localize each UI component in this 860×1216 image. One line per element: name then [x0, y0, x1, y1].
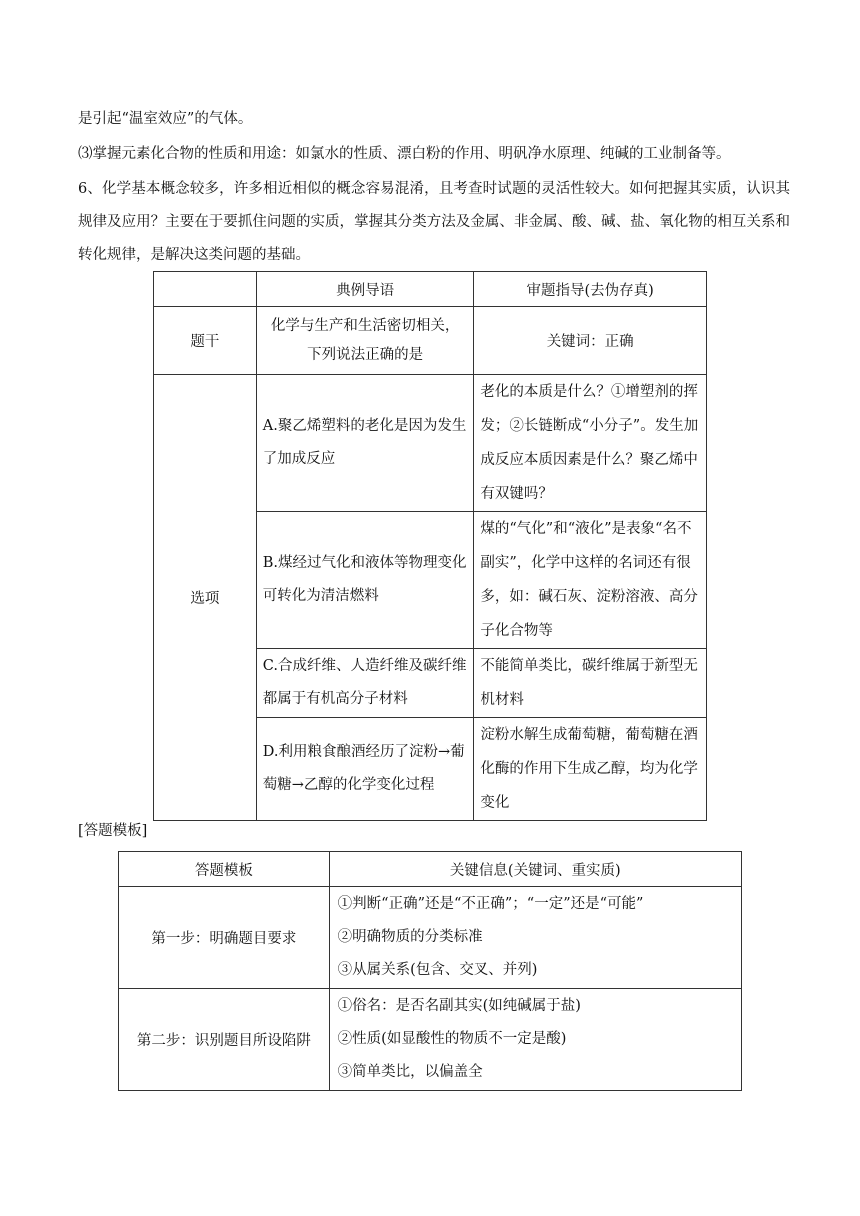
options-label: 选项: [154, 375, 257, 821]
step-one-item: ①判断“正确”还是“不正确”；“一定”还是“可能”: [337, 896, 644, 912]
paragraph-6: 6、化学基本概念较多，许多相近相似的概念容易混淆，且考查时试题的灵活性较大。如何把握其实质，认识其规律及应用？主要在于要抓住问题的实质，掌握其分类方法及金属、非金属、酸、碱、盐、氧化物的相互关系和转化规律，是解决这类问题的基础。: [78, 181, 790, 263]
option-b-text: B.煤经过气化和液体等物理变化可转化为清洁燃料: [256, 512, 474, 649]
header-key-info: 关键信息(关键词、重实质): [329, 852, 741, 887]
header-empty-cell: [154, 272, 257, 307]
step-one-items: [329, 887, 741, 989]
option-c-text: C.合成纤维、人造纤维及碳纤维都属于有机高分子材料: [256, 649, 474, 718]
step-two-row: [119, 989, 742, 1091]
example-table: [153, 271, 707, 821]
option-d-text: D.利用粮食酿酒经历了淀粉→葡萄糖→乙醇的化学变化过程: [256, 718, 474, 821]
header-guide: 审题指导(去伪存真): [474, 272, 707, 307]
stem-label: 题干: [154, 307, 257, 375]
option-c-guide: 不能简单类比，碳纤维属于新型无机材料: [474, 649, 707, 718]
step-two-label: 第二步：识别题目所设陷阱: [119, 989, 330, 1091]
stem-guide: 关键词：正确: [474, 307, 707, 375]
example-table-header: [154, 272, 707, 307]
intro-line-2: ⑶掌握元素化合物的性质和用途：如氯水的性质、漂白粉的作用、明矾净水原理、纯碱的工业制备等。: [78, 146, 731, 162]
step-one-row: [119, 887, 742, 989]
step-two-items: [329, 989, 741, 1091]
option-row-a: [154, 375, 707, 512]
step-one-item: ②明确物质的分类标准: [337, 929, 483, 945]
stem-content: 化学与生产和生活密切相关，下列说法正确的是: [256, 307, 474, 375]
header-example-intro: 典例导语: [256, 272, 474, 307]
template-caption: [答题模板]: [78, 823, 148, 839]
intro-line-1: 是引起“温室效应”的气体。: [78, 111, 253, 127]
step-two-item: ①俗名：是否名副其实(如纯碱属于盐): [337, 998, 581, 1014]
option-b-guide: 煤的“气化”和“液化”是表象“名不副实”，化学中这样的名词还有很多，如：碱石灰、淀粉溶液、高分子化合物等: [474, 512, 707, 649]
step-two-item: ②性质(如显酸性的物质不一定是酸): [337, 1031, 567, 1047]
option-d-guide: 淀粉水解生成葡萄糖，葡萄糖在酒化酶的作用下生成乙醇，均为化学变化: [474, 718, 707, 821]
option-a-text: A.聚乙烯塑料的老化是因为发生了加成反应: [256, 375, 474, 512]
option-a-guide: 老化的本质是什么？①增塑剂的挥发；②长链断成“小分子”。发生加成反应本质因素是什么？聚乙烯中有双键吗？: [474, 375, 707, 512]
stem-row: [154, 307, 707, 375]
answer-template-table: [118, 851, 742, 1091]
template-table-header: [119, 852, 742, 887]
step-one-label: 第一步：明确题目要求: [119, 887, 330, 989]
step-two-item: ③简单类比，以偏盖全: [337, 1064, 483, 1080]
header-template: 答题模板: [119, 852, 330, 887]
step-one-item: ③从属关系(包含、交叉、并列): [337, 962, 538, 978]
